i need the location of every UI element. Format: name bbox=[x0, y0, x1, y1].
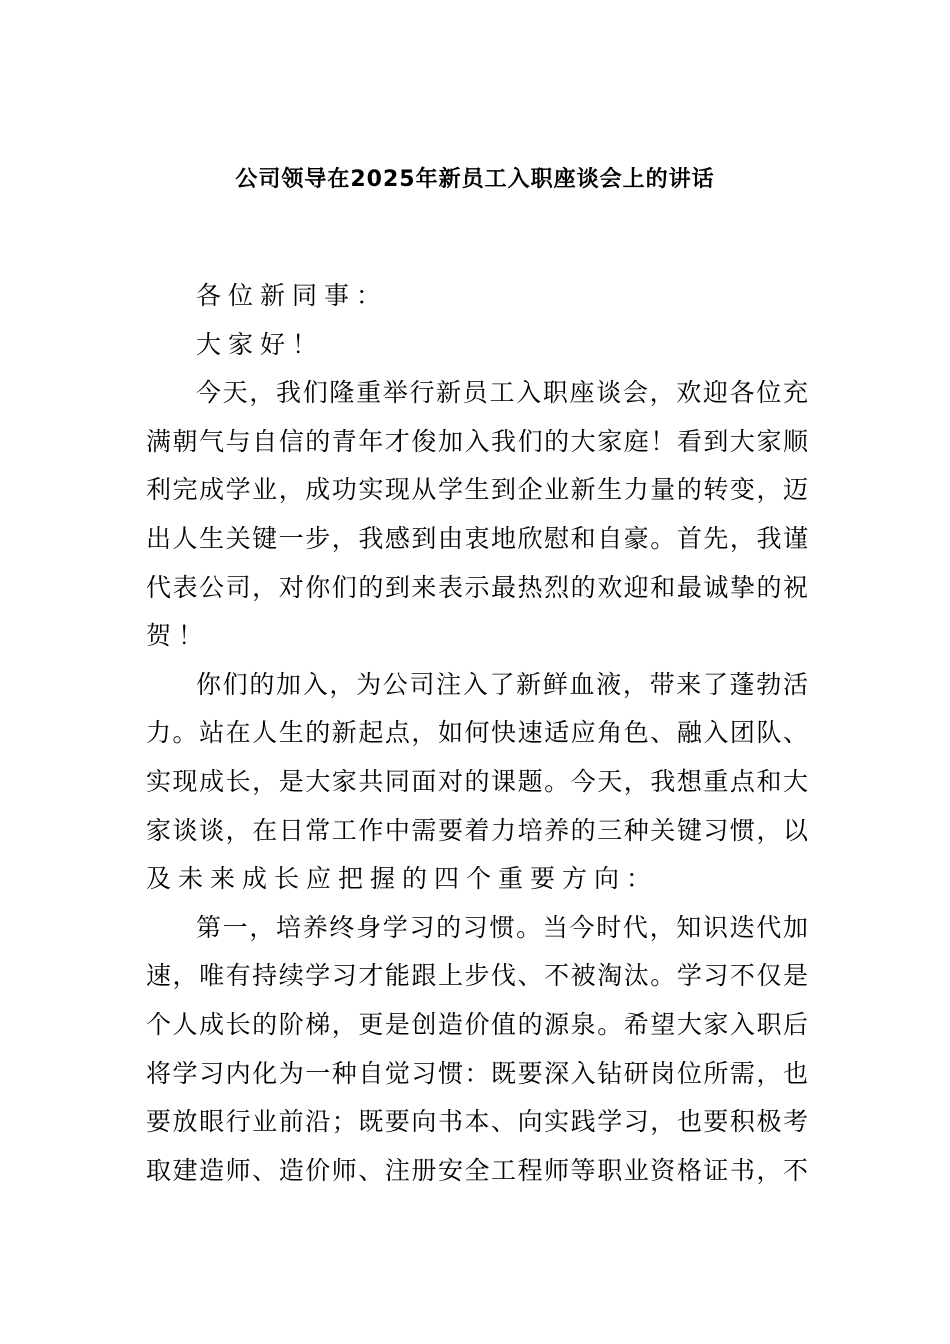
paragraph bbox=[146, 321, 808, 370]
paragraph-line: 及未来成长应把握的四个重要方向： bbox=[146, 864, 659, 894]
paragraph-line: 出人生关键一步，我感到由衷地欣慰和自豪。首先，我谨 bbox=[146, 523, 808, 553]
paragraph-line: 各位新同事： bbox=[196, 281, 389, 310]
paragraph-line: 速，唯有持续学习才能跟上步伐、不被淘汰。学习不仅是 bbox=[146, 961, 808, 991]
paragraph bbox=[146, 272, 808, 321]
document-title: 公司领导在2025年新员工入职座谈会上的讲话 bbox=[235, 167, 715, 192]
paragraph-line: 家谈谈，在日常工作中需要着力培养的三种关键习惯，以 bbox=[146, 815, 808, 845]
paragraph bbox=[146, 369, 808, 661]
paragraph-line: 你们的加入，为公司注入了新鲜血液，带来了蓬勃活 bbox=[196, 669, 808, 699]
paragraph-line: 代表公司，对你们的到来表示最热烈的欢迎和最诚挚的祝 bbox=[146, 572, 808, 602]
document-body bbox=[146, 272, 808, 1195]
paragraph-line: 将学习内化为一种自觉习惯：既要深入钻研岗位所需，也 bbox=[146, 1058, 808, 1088]
paragraph-line: 第一，培养终身学习的习惯。当今时代，知识迭代加 bbox=[196, 912, 808, 942]
paragraph-line: 满朝气与自信的青年才俊加入我们的大家庭！看到大家顺 bbox=[146, 426, 808, 456]
paragraph-line: 个人成长的阶梯，更是创造价值的源泉。希望大家入职后 bbox=[146, 1009, 808, 1039]
paragraph-line: 今天，我们隆重举行新员工入职座谈会，欢迎各位充 bbox=[196, 378, 808, 408]
paragraph-line: 力。站在人生的新起点，如何快速适应角色、融入团队、 bbox=[146, 718, 808, 748]
paragraph-line: 贺！ bbox=[146, 621, 211, 651]
paragraph-line: 实现成长，是大家共同面对的课题。今天，我想重点和大 bbox=[146, 766, 808, 796]
paragraph bbox=[146, 904, 808, 1196]
paragraph-line: 取建造师、造价师、注册安全工程师等职业资格证书，不 bbox=[146, 1155, 808, 1185]
paragraph-line: 大家好！ bbox=[196, 329, 325, 359]
paragraph-line: 要放眼行业前沿；既要向书本、向实践学习，也要积极考 bbox=[146, 1107, 808, 1137]
paragraph bbox=[146, 661, 808, 904]
paragraph-line: 利完成学业，成功实现从学生到企业新生力量的转变，迈 bbox=[146, 475, 808, 505]
